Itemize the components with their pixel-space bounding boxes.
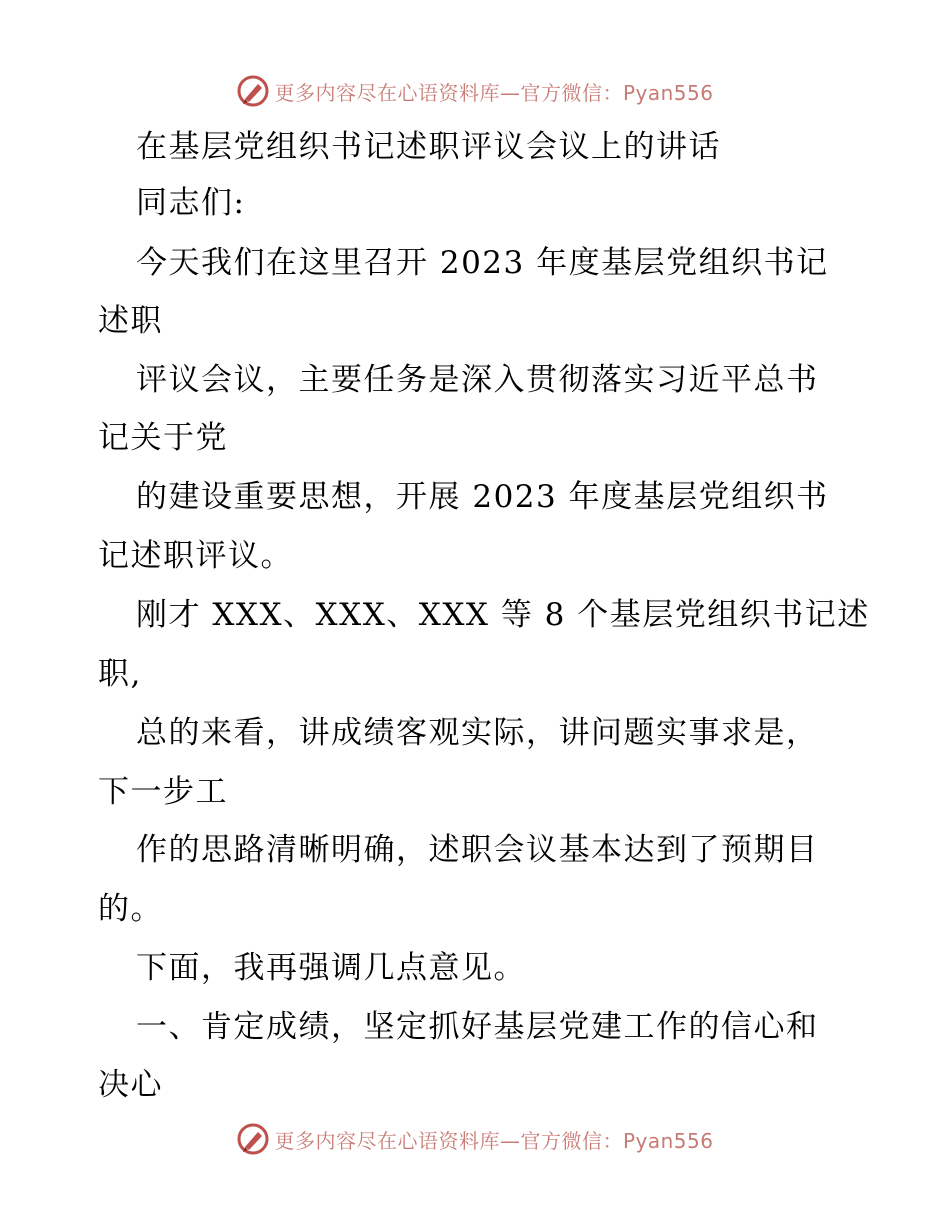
header-watermark (0, 71, 950, 111)
document-line: 下一步工 (98, 774, 228, 810)
document-line: 同志们: (136, 185, 246, 221)
document-line: 总的来看，讲成绩客观实际，讲问题实事求是， (136, 715, 819, 751)
document-line: 记述职评议。 (98, 538, 293, 574)
document-line: 今天我们在这里召开 2023 年度基层党组织书记 (136, 245, 829, 281)
document-line: 评议会议，主要任务是深入贯彻落实习近平总书 (136, 362, 819, 398)
footer-watermark (0, 1119, 950, 1159)
document-line: 刚才 XXX、XXX、XXX 等 8 个基层党组织书记述 (136, 597, 870, 633)
watermark-text: 更多内容尽在心语资料库—官方微信：Pyan556 (274, 80, 714, 105)
document-line: 下面，我再强调几点意见。 (136, 950, 526, 986)
document-line: 的。 (98, 891, 163, 927)
document-line: 在基层党组织书记述职评议会议上的讲话 (136, 129, 721, 165)
document-line: 述职 (98, 303, 163, 339)
document-line: 职, (98, 656, 142, 692)
pen-logo-icon (236, 1122, 270, 1156)
document-line: 一、肯定成绩，坚定抓好基层党建工作的信心和 (136, 1009, 819, 1045)
pen-logo-icon (236, 74, 270, 108)
document-line: 记关于党 (98, 420, 228, 456)
watermark-text: 更多内容尽在心语资料库—官方微信：Pyan556 (274, 1128, 714, 1153)
document-line: 作的思路清晰明确，述职会议基本达到了预期目 (136, 832, 819, 868)
document-line: 的建设重要思想，开展 2023 年度基层党组织书 (136, 479, 829, 515)
document-line: 决心 (98, 1067, 163, 1103)
